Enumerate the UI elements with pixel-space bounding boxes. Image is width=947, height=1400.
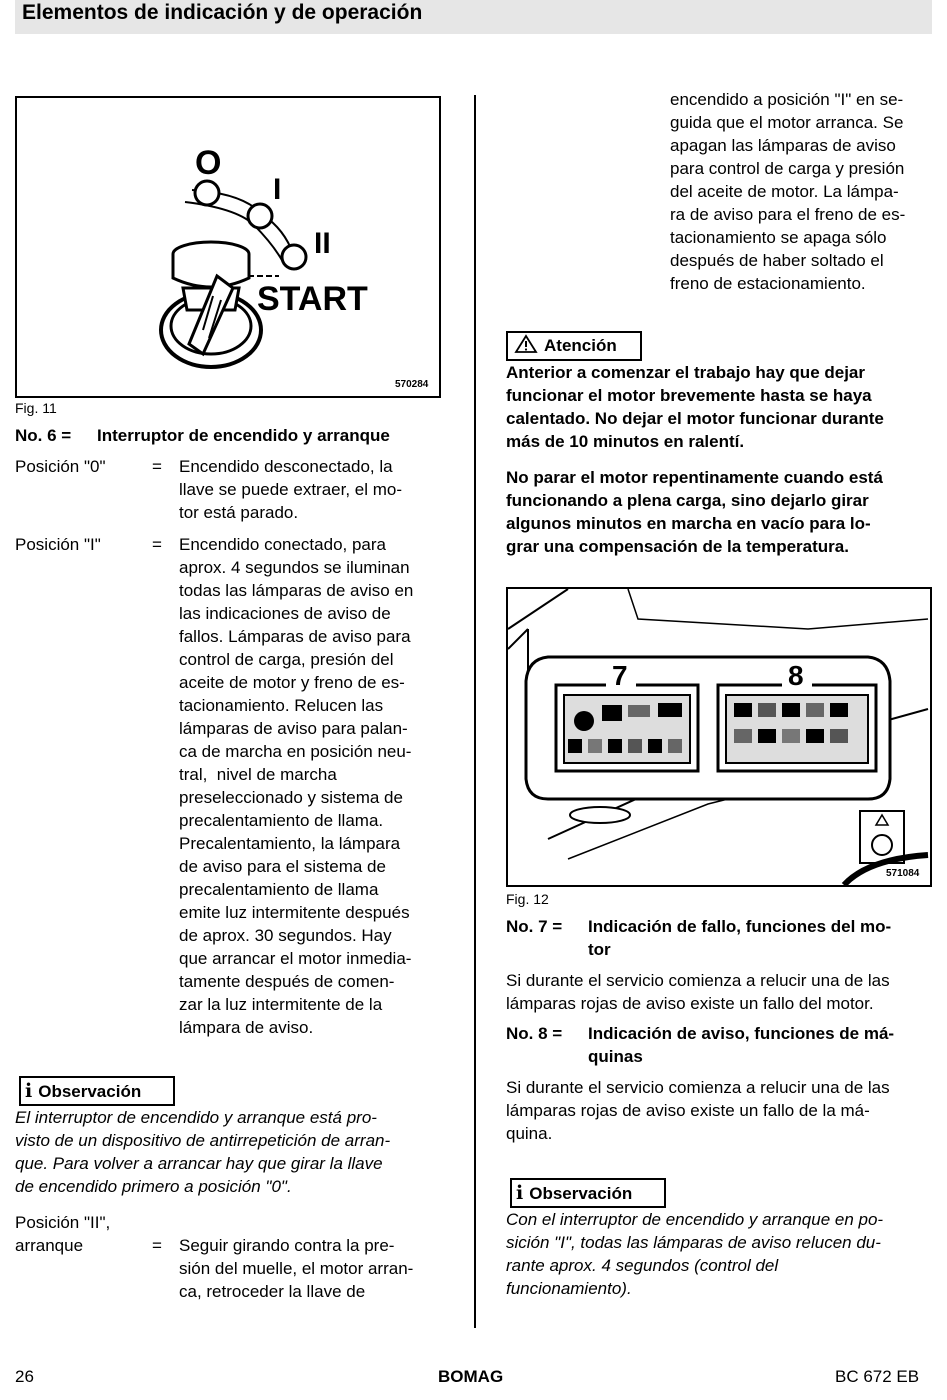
page-title: Elementos de indicación y de operación	[22, 1, 423, 24]
text-line: llave se puede extraer, el mo-	[179, 480, 403, 499]
position-label: Posición "0"	[15, 457, 106, 476]
text-line: tor	[588, 940, 611, 959]
text-line: tor está parado.	[179, 503, 299, 522]
figure-caption: Fig. 12	[506, 891, 549, 907]
text-line: del aceite de motor. La lámpa-	[670, 182, 899, 201]
text-line: Seguir girando contra la pre-	[179, 1236, 395, 1255]
figure-number: 570284	[395, 379, 429, 390]
info-icon: i	[516, 1182, 524, 1204]
text-line: funcionar el motor brevemente hasta se haya	[506, 386, 872, 405]
label-8: 8	[788, 660, 804, 691]
text-line: que arrancar el motor inmedia-	[179, 949, 412, 968]
item-number: No. 7 =	[506, 917, 563, 936]
label-o: O	[195, 144, 222, 182]
text-line: emite luz intermitente después	[179, 903, 410, 922]
text-line: lámparas rojas de aviso existe un fallo de la má-	[506, 1101, 870, 1120]
equals-sign: =	[152, 1236, 162, 1255]
position-0-marker	[195, 181, 219, 205]
note-title: Observación	[529, 1184, 633, 1203]
text-line: más de 10 minutos en ralentí.	[506, 432, 745, 451]
text-line: tamente después de comen-	[179, 972, 395, 991]
text-line: todas las lámparas de aviso en	[179, 581, 414, 600]
text-line: calentado. No dejar el motor funcionar durante	[506, 409, 884, 428]
attention-paragraph-1	[506, 361, 936, 453]
text-line: freno de estacionamiento.	[670, 274, 866, 293]
text-line: arranque	[15, 1236, 84, 1255]
text-line: ca, retroceder la llave de	[179, 1282, 366, 1301]
info-icon: i	[25, 1080, 33, 1102]
text-line: que. Para volver a arrancar hay que girar la llave	[15, 1154, 383, 1173]
text-line: Posición "II",	[15, 1213, 111, 1232]
position-ii-marker	[282, 245, 306, 269]
note-2-text	[506, 1208, 936, 1300]
text-line: sión del muelle, el motor arran-	[179, 1259, 414, 1278]
text-line: ca de marcha en posición neu-	[179, 742, 412, 761]
text-line: tral, nivel de marcha	[179, 765, 337, 784]
ignition-switch-illustration	[17, 98, 439, 396]
text-line: Si durante el servicio comienza a relucir una de las	[506, 1078, 890, 1097]
text-line: encendido a posición "I" en se-	[670, 90, 904, 109]
text-line: algunos minutos en marcha en vacío para lo-	[506, 514, 871, 533]
model-name: BC 672 EB	[835, 1367, 920, 1386]
label-ii: II	[314, 227, 331, 260]
position-label: Posición "I"	[15, 535, 101, 554]
position-description	[179, 533, 443, 1039]
item-number: No. 6 =	[15, 426, 72, 445]
text-line: preseleccionado y sistema de	[179, 788, 403, 807]
warning-icon	[514, 334, 538, 354]
text-line: aceite de motor y freno de es-	[179, 673, 405, 692]
text-line: Indicación de aviso, funciones de má-	[588, 1024, 895, 1043]
item-7-text	[506, 969, 936, 1015]
item-8-text	[506, 1076, 936, 1145]
text-line: rante aprox. 4 segundos (control del	[506, 1256, 779, 1275]
column-divider	[474, 95, 476, 1328]
text-line: las indicaciones de aviso de	[179, 604, 391, 623]
continuation-text	[670, 88, 940, 295]
position-i-marker	[248, 204, 272, 228]
text-line: Precalentamiento, la lámpara	[179, 834, 401, 853]
label-start: START	[257, 280, 368, 318]
text-line: funcionamiento).	[506, 1279, 632, 1298]
figure-number: 571084	[886, 868, 920, 879]
text-line: después de haber soltado el	[670, 251, 884, 270]
text-line: sición "I", todas las lámparas de aviso relucen du-	[506, 1233, 881, 1252]
label-i: I	[273, 173, 282, 206]
text-line: de encendido primero a posición "0".	[15, 1177, 292, 1196]
position-label	[15, 1211, 145, 1257]
note-box-2	[510, 1178, 666, 1208]
attention-title: Atención	[544, 336, 617, 355]
text-line: funcionando a plena carga, sino dejarlo girar	[506, 491, 869, 510]
equals-sign: =	[152, 535, 162, 554]
figure-11	[15, 96, 441, 398]
text-line: precalentamiento de llama.	[179, 811, 384, 830]
text-line: Con el interruptor de encendido y arranque en po-	[506, 1210, 884, 1229]
equals-sign: =	[152, 457, 162, 476]
page-header	[15, 0, 932, 34]
note-title: Observación	[38, 1082, 142, 1101]
text-line: quina.	[506, 1124, 553, 1143]
item-8-heading	[506, 1022, 936, 1068]
text-line: grar una compensación de la temperatura.	[506, 537, 849, 556]
text-line: control de carga, presión del	[179, 650, 394, 669]
text-line: Anterior a comenzar el trabajo hay que dejar	[506, 363, 866, 382]
label-7: 7	[612, 660, 628, 691]
position-description	[179, 455, 443, 524]
text-line: de aprox. 30 segundos. Hay	[179, 926, 392, 945]
text-line: Encendido conectado, para	[179, 535, 386, 554]
text-line: ra de aviso para el freno de es-	[670, 205, 906, 224]
attention-box	[506, 331, 642, 361]
dashboard-illustration	[508, 589, 930, 885]
brand-name: BOMAG	[438, 1367, 504, 1386]
text-line: Si durante el servicio comienza a relucir una de las	[506, 971, 890, 990]
text-line: quinas	[588, 1047, 643, 1066]
text-line: lámpara de aviso.	[179, 1018, 314, 1037]
text-line: fallos. Lámparas de aviso para	[179, 627, 411, 646]
text-line: para control de carga y presión	[670, 159, 905, 178]
text-line: No parar el motor repentinamente cuando está	[506, 468, 883, 487]
attention-paragraph-2	[506, 466, 936, 558]
text-line: lámparas rojas de aviso existe un fallo del motor.	[506, 994, 874, 1013]
text-line: tacionamiento se apaga sólo	[670, 228, 887, 247]
text-line: tacionamiento. Relucen las	[179, 696, 384, 715]
text-line: Indicación de fallo, funciones del mo-	[588, 917, 892, 936]
item-title	[588, 915, 936, 961]
note-box-1	[19, 1076, 175, 1106]
text-line: de aviso para el sistema de	[179, 857, 386, 876]
figure-12	[506, 587, 932, 887]
position-description	[179, 1234, 443, 1303]
item-title	[588, 1022, 936, 1068]
figure-caption: Fig. 11	[15, 400, 57, 416]
text-line: precalentamiento de llama	[179, 880, 379, 899]
item-title: Interruptor de encendido y arranque	[97, 426, 390, 445]
note-1-text	[15, 1106, 455, 1198]
item-7-heading	[506, 915, 936, 961]
page-number: 26	[15, 1367, 34, 1386]
text-line: visto de un dispositivo de antirrepetición de arran-	[15, 1131, 391, 1150]
item-number: No. 8 =	[506, 1024, 563, 1043]
text-line: zar la luz intermitente de la	[179, 995, 383, 1014]
text-line: guida que el motor arranca. Se	[670, 113, 904, 132]
text-line: apagan las lámparas de aviso	[670, 136, 896, 155]
text-line: aprox. 4 segundos se iluminan	[179, 558, 410, 577]
text-line: Encendido desconectado, la	[179, 457, 393, 476]
text-line: El interruptor de encendido y arranque está pro-	[15, 1108, 377, 1127]
text-line: lámparas de aviso para palan-	[179, 719, 408, 738]
